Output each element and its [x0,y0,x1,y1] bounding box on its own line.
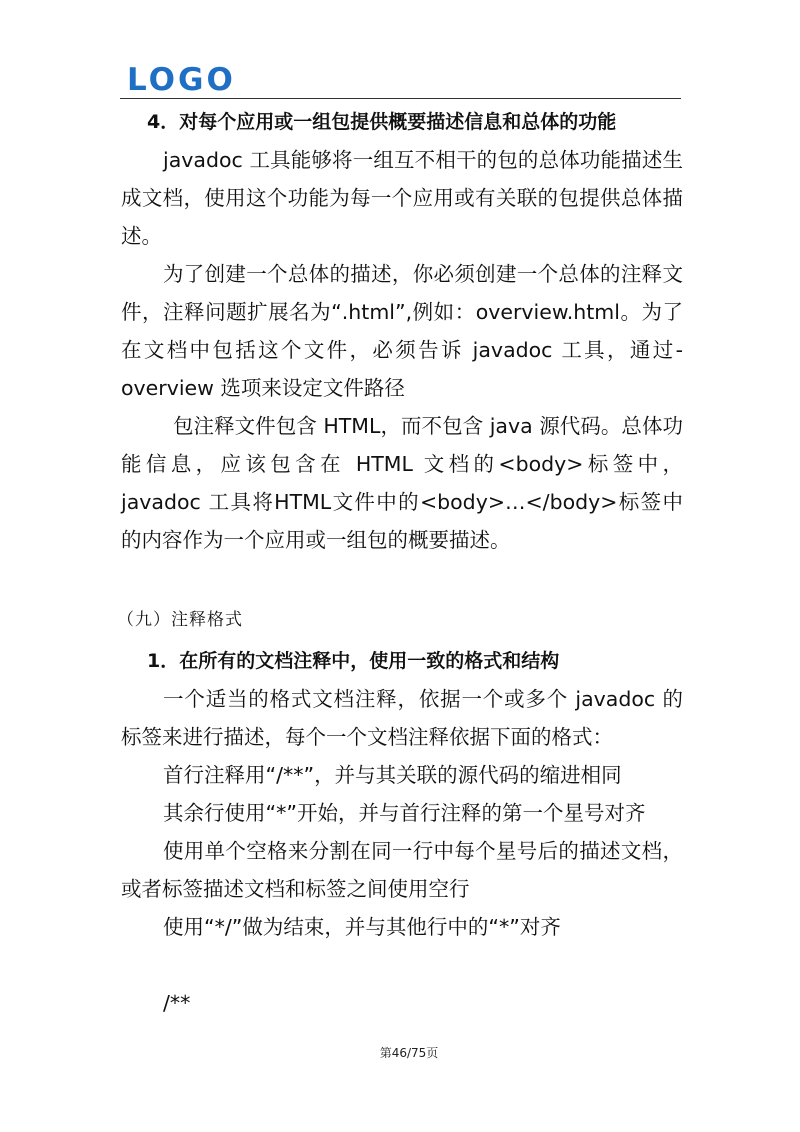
paragraph: 使用“*/”做为结束，并与其他行中的“*”对齐 [163,915,561,939]
paragraph: 首行注释用“/**”，并与其关联的源代码的缩进相同 [163,763,622,787]
document-body [117,103,683,1022]
paragraph: javadoc 工具能够将一组互不相干的包的总体功能描述生成文档，使用这个功能为每一个应用或有关联的包提供总体描述。 [121,148,683,248]
code-comment-start: /** [163,991,191,1015]
header-divider [120,98,681,99]
paragraph: 包注释文件包含 HTML，而不包含 java 源代码。总体功能信息，应该包含在 HTML 文档的<body>标签中，javadoc 工具将HTML文件中的<body>…</body>标签中的内容作为一个应用或一组包的概要描述。 [121,414,683,552]
page-number: 第46/75页 [379,1046,439,1060]
paragraph: 其余行使用“*”开始，并与首行注释的第一个星号对齐 [163,801,646,825]
paragraph: 使用单个空格来分割在同一行中每个星号后的描述文档，或者标签描述文档和标签之间使用空行 [121,839,683,901]
section-9-title: （九）注释格式 [117,610,243,630]
section-4-heading: 4．对每个应用或一组包提供概要描述信息和总体的功能 [147,111,617,133]
paragraph: 为了创建一个总体的描述，你必须创建一个总体的注释文件，注释问题扩展名为“.html”,例如：overview.html。为了在文档中包括这个文件，必须告诉 javadoc 工具，通过-overview 选项来设定文件路径 [121,262,683,400]
logo: LOGO [127,62,236,98]
paragraph: 一个适当的格式文档注释，依据一个或多个 javadoc 的标签来进行描述，每个一个文档注释依据下面的格式： [121,687,683,749]
section-9-heading: 1．在所有的文档注释中，使用一致的格式和结构 [147,650,560,672]
